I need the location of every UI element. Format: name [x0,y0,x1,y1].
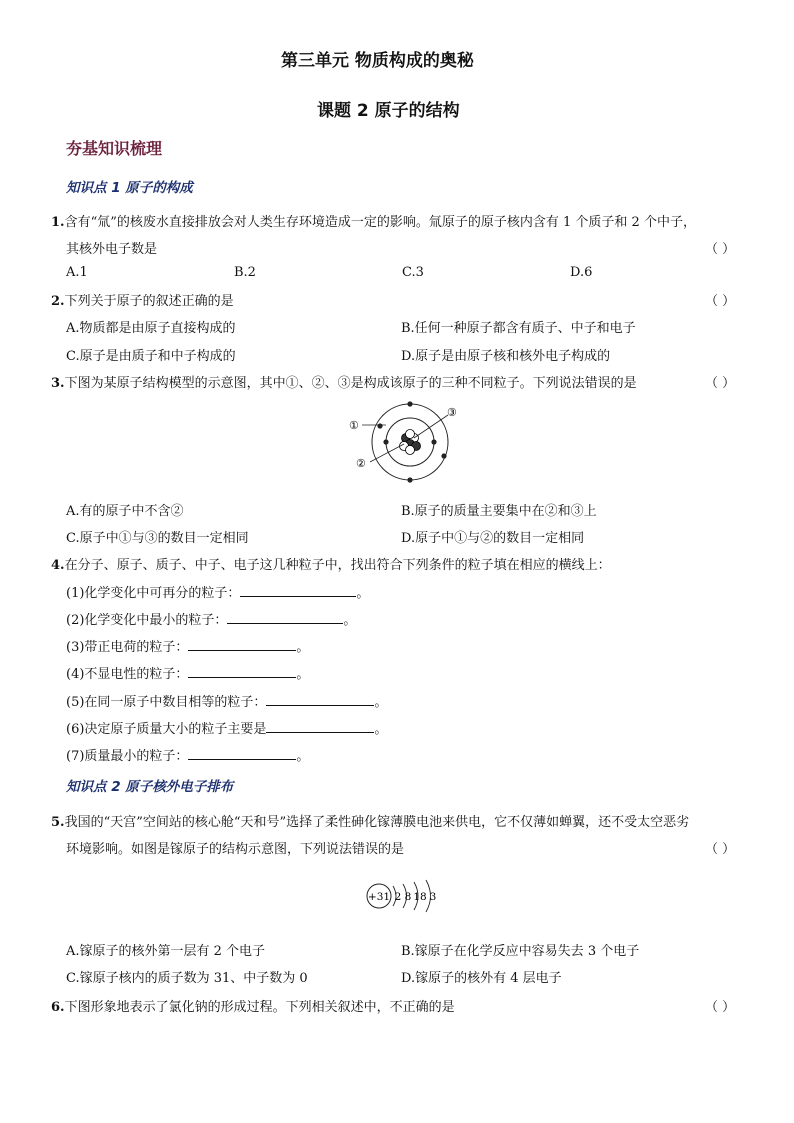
lesson-title: 课题 2 原子的结构 [317,101,460,121]
question-6 [51,996,455,1015]
label-3: ③ [447,406,457,419]
answer-paren[interactable]: （ ） [705,242,736,257]
label-2: ② [356,457,366,470]
question-number: 3. [51,376,65,391]
end-mark: 。 [374,722,388,737]
fill-item-2 [66,609,356,628]
fill-item-label: (3)带正电荷的粒子： [66,640,189,655]
question-stem: 我国的“天宫”空间站的核心舱“天和号”选择了柔性砷化镓薄膜电池来供电，它不仅薄如蝉翼，还不受太空恶劣 [64,815,690,830]
question-stem: 下列关于原子的叙述正确的是 [64,294,234,309]
answer-blank[interactable] [266,720,374,733]
question-number: 6. [51,1000,65,1015]
shell-3-count: 18 [413,891,427,903]
gallium-structure-diagram [362,878,444,914]
question-stem: 下图形象地表示了氯化钠的形成过程。下列相关叙述中，不正确的是 [64,1000,455,1015]
question-5-line2: 环境影响。如图是镓原子的结构示意图，下列说法错误的是 [66,842,405,857]
question-stem: 含有“氚”的核废水直接排放会对人类生存环境造成一定的影响。氚原子的原子核内含有 1 个质子和 2 个中子， [64,215,696,230]
knowledge-point-1: 知识点 1 原子的构成 [66,180,193,196]
answer-paren[interactable]: （ ） [705,376,736,391]
question-number: 2. [51,294,65,309]
option-b[interactable]: B.原子的质量主要集中在②和③上 [401,504,597,519]
fill-item-label: (7)质量最小的粒子： [66,749,189,764]
end-mark: 。 [343,613,357,628]
question-number: 1. [51,215,65,230]
fill-item-6 [66,718,387,737]
label-1: ① [349,419,359,432]
fill-item-label: (2)化学变化中最小的粒子： [66,613,228,628]
answer-paren[interactable]: （ ） [705,842,736,857]
option-a[interactable]: A.有的原子中不含② [66,504,184,519]
option-c[interactable]: C.镓原子核内的质子数为 31、中子数为 0 [66,971,308,986]
fill-item-3 [66,636,309,655]
option-c[interactable]: C.原子是由质子和中子构成的 [66,349,236,364]
shell-2-count: 8 [404,891,412,903]
answer-blank[interactable] [188,638,296,651]
question-1-line2: 其核外电子数是 [66,242,158,257]
fill-item-label: (1)化学变化中可再分的粒子： [66,586,241,601]
option-b[interactable]: B.镓原子在化学反应中容易失去 3 个电子 [401,944,640,959]
end-mark: 。 [296,749,310,764]
answer-paren[interactable]: （ ） [705,1000,736,1015]
end-mark: 。 [296,667,310,682]
unit-title: 第三单元 物质构成的奥秘 [281,51,474,71]
option-d[interactable]: D.6 [570,265,593,280]
atom-model-figure [340,398,470,493]
option-b[interactable]: B.任何一种原子都含有质子、中子和电子 [401,321,636,336]
end-mark: 。 [296,640,310,655]
fill-item-label: (5)在同一原子中数目相等的粒子： [66,695,267,710]
fill-item-4 [66,663,309,682]
answer-paren[interactable]: （ ） [705,294,736,309]
question-1 [51,211,696,230]
answer-blank[interactable] [240,584,356,597]
fill-item-label: (6)决定原子质量大小的粒子主要是 [66,722,267,737]
question-number: 5. [51,815,65,830]
knowledge-point-2: 知识点 2 原子核外电子排布 [66,779,234,795]
option-d[interactable]: D.原子中①与②的数目一定相同 [401,531,585,546]
shell-1-count: 2 [394,891,402,903]
question-5 [51,811,689,830]
option-a[interactable]: A.1 [66,265,88,280]
nucleus-charge: +31 [367,891,391,903]
fill-item-label: (4)不显电性的粒子： [66,667,189,682]
option-a[interactable]: A.物质都是由原子直接构成的 [66,321,236,336]
shell-4-count: 3 [429,891,437,903]
option-d[interactable]: D.原子是由原子核和核外电子构成的 [401,349,611,364]
option-d[interactable]: D.镓原子的核外有 4 层电子 [401,971,562,986]
question-stem: 下图为某原子结构模型的示意图，其中①、②、③是构成该原子的三种不同粒子。下列说法错误的是 [64,376,637,391]
option-a[interactable]: A.镓原子的核外第一层有 2 个电子 [66,944,266,959]
fill-item-1 [66,582,369,601]
end-mark: 。 [356,586,370,601]
answer-blank[interactable] [227,611,343,624]
option-c[interactable]: C.原子中①与③的数目一定相同 [66,531,249,546]
section-title: 夯基知识梳理 [66,139,163,158]
option-b[interactable]: B.2 [234,265,256,280]
question-3 [51,372,637,391]
answer-blank[interactable] [188,747,296,760]
fill-item-7 [66,745,309,764]
question-number: 4. [51,558,65,573]
fill-item-5 [66,691,387,710]
answer-blank[interactable] [188,665,296,678]
option-c[interactable]: C.3 [402,265,424,280]
question-4 [51,554,611,573]
question-2 [51,290,234,309]
end-mark: 。 [374,695,388,710]
question-stem: 在分子、原子、质子、中子、电子这几种粒子中，找出符合下列条件的粒子填在相应的横线上： [64,558,611,573]
answer-blank[interactable] [266,693,374,706]
